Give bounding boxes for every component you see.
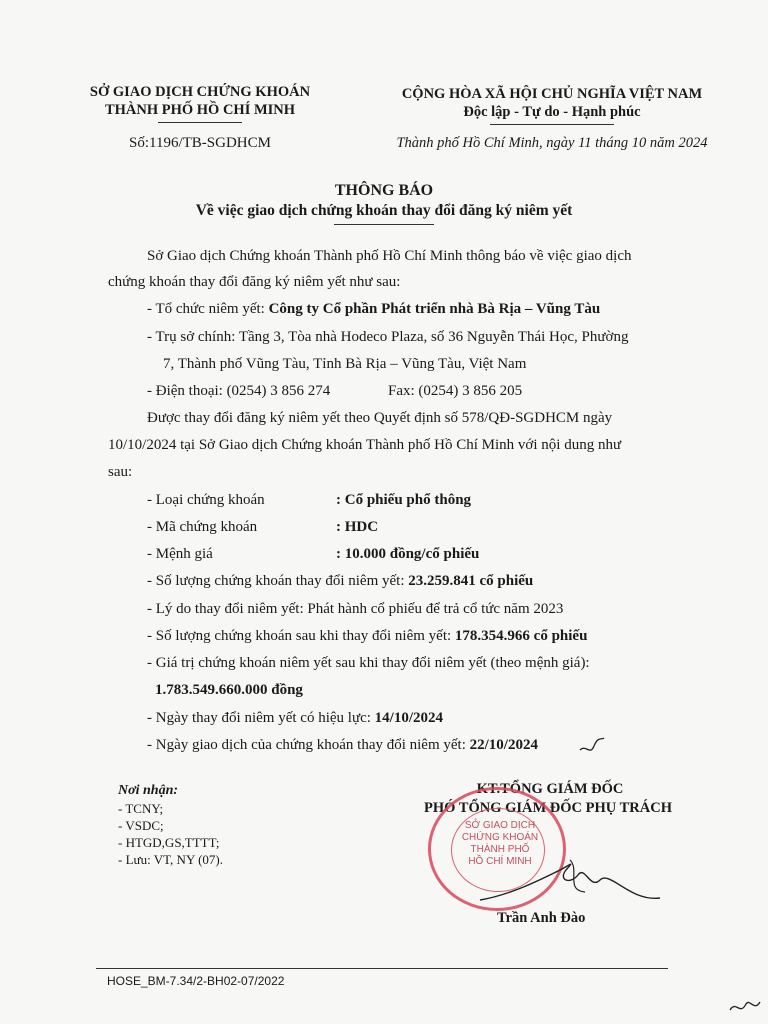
issuer-underline (158, 122, 242, 123)
phone-number: - Điện thoại: (0254) 3 856 274 (147, 383, 331, 399)
footer-divider (96, 968, 668, 969)
national-motto: Độc lập - Tự do - Hạnh phúc (463, 104, 641, 120)
document-number: Số:1196/TB-SGDHCM (129, 135, 271, 151)
par-value-value: : 10.000 đồng/cổ phiếu (336, 546, 480, 562)
security-code-value: : HDC (336, 519, 379, 535)
recipient-item: - HTGD,GS,TTTT; (118, 835, 220, 850)
recipient-item: - Lưu: VT, NY (07). (118, 852, 224, 867)
listed-org-value: Công ty Cổ phần Phát triển nhà Bà Rịa – Vũng Tàu (268, 301, 601, 317)
recipients-title: Nơi nhận: (118, 783, 179, 798)
seal-text-line1: SỞ GIAO DỊCH (464, 820, 536, 831)
decision-line3: sau: (108, 464, 133, 480)
effective-date (147, 710, 443, 727)
issuer-name-line1: SỞ GIAO DỊCH CHỨNG KHOÁN (89, 84, 311, 100)
fax-number: Fax: (0254) 3 856 205 (388, 383, 523, 399)
par-value-label: - Mệnh giá (147, 546, 213, 562)
document-title: THÔNG BÁO (334, 182, 434, 199)
quantity-after-value: 178.354.966 cổ phiếu (454, 628, 588, 644)
security-code-label: - Mã chứng khoán (147, 519, 258, 535)
quantity-change-value: 23.259.841 cổ phiếu (408, 573, 534, 589)
trading-date (147, 737, 538, 754)
decision-line1: Được thay đổi đăng ký niêm yết theo Quyết định số 578/QĐ-SGDHCM ngày (147, 410, 613, 426)
recipient-item: - TCNY; (118, 801, 164, 816)
seal-text-line4: HỒ CHÍ MINH (468, 856, 532, 867)
security-type-value: : Cổ phiếu phổ thông (336, 492, 472, 508)
intro-line2: chứng khoán thay đổi đăng ký niêm yết như sau: (108, 274, 401, 290)
quantity-change-label: - Số lượng chứng khoán thay đổi niêm yết: (147, 573, 409, 589)
intro-line1: Sở Giao dịch Chứng khoán Thành phố Hồ Chí Minh thông báo về việc giao dịch (147, 248, 632, 264)
listed-org-label: - Tổ chức niêm yết: (147, 301, 269, 317)
motto-underline (490, 124, 614, 125)
signature-title-line2: PHÓ TỔNG GIÁM ĐỐC PHỤ TRÁCH (424, 800, 672, 816)
document-subtitle: Về việc giao dịch chứng khoán thay đổi đăng ký niêm yết (195, 202, 573, 219)
security-type-label: - Loại chứng khoán (147, 492, 265, 508)
recipient-item: - VSDC; (118, 818, 164, 833)
signer-name: Trần Anh Đào (497, 910, 586, 926)
headquarters-line2: 7, Thành phố Vũng Tàu, Tỉnh Bà Rịa – Vũng Tàu, Việt Nam (163, 356, 527, 372)
initial-mark-icon (578, 736, 606, 760)
title-underline (334, 224, 434, 225)
seal-text-line2: CHỨNG KHOÁN (461, 832, 539, 843)
recipients-list (118, 800, 223, 868)
issue-date: Thành phố Hồ Chí Minh, ngày 11 tháng 10 năm 2024 (396, 135, 708, 151)
seal-text-line3: THÀNH PHỐ (470, 844, 530, 855)
decision-line2: 10/10/2024 tại Sở Giao dịch Chứng khoán Thành phố Hồ Chí Minh với nội dung như (108, 437, 622, 453)
quantity-change (147, 573, 533, 590)
trading-date-value: 22/10/2024 (469, 737, 538, 753)
listed-org (147, 301, 600, 318)
change-reason: - Lý do thay đổi niêm yết: Phát hành cổ phiếu để trả cổ tức năm 2023 (147, 601, 564, 617)
listed-value-value: 1.783.549.660.000 đồng (155, 682, 303, 698)
headquarters-line1: - Trụ sở chính: Tầng 3, Tòa nhà Hodeco Plaza, số 36 Nguyễn Thái Học, Phường (147, 329, 629, 345)
effective-date-label: - Ngày thay đổi niêm yết có hiệu lực: (147, 710, 375, 726)
trading-date-label: - Ngày giao dịch của chứng khoán thay đổi niêm yết: (147, 737, 470, 753)
country-name: CỘNG HÒA XÃ HỘI CHỦ NGHĨA VIỆT NAM (401, 86, 703, 102)
page-initial-mark-icon (726, 990, 762, 1018)
issuer-name-line2: THÀNH PHỐ HỒ CHÍ MINH (104, 102, 296, 118)
handwritten-signature-icon (470, 840, 670, 920)
quantity-after (147, 628, 587, 645)
effective-date-value: 14/10/2024 (374, 710, 443, 726)
form-code: HOSE_BM-7.34/2-BH02-07/2022 (107, 974, 285, 988)
listed-value-label: - Giá trị chứng khoán niêm yết sau khi thay đổi niêm yết (theo mệnh giá): (147, 655, 590, 671)
quantity-after-label: - Số lượng chứng khoán sau khi thay đổi niêm yết: (147, 628, 455, 644)
signature-title-line1: KT.TỔNG GIÁM ĐỐC (476, 781, 624, 797)
